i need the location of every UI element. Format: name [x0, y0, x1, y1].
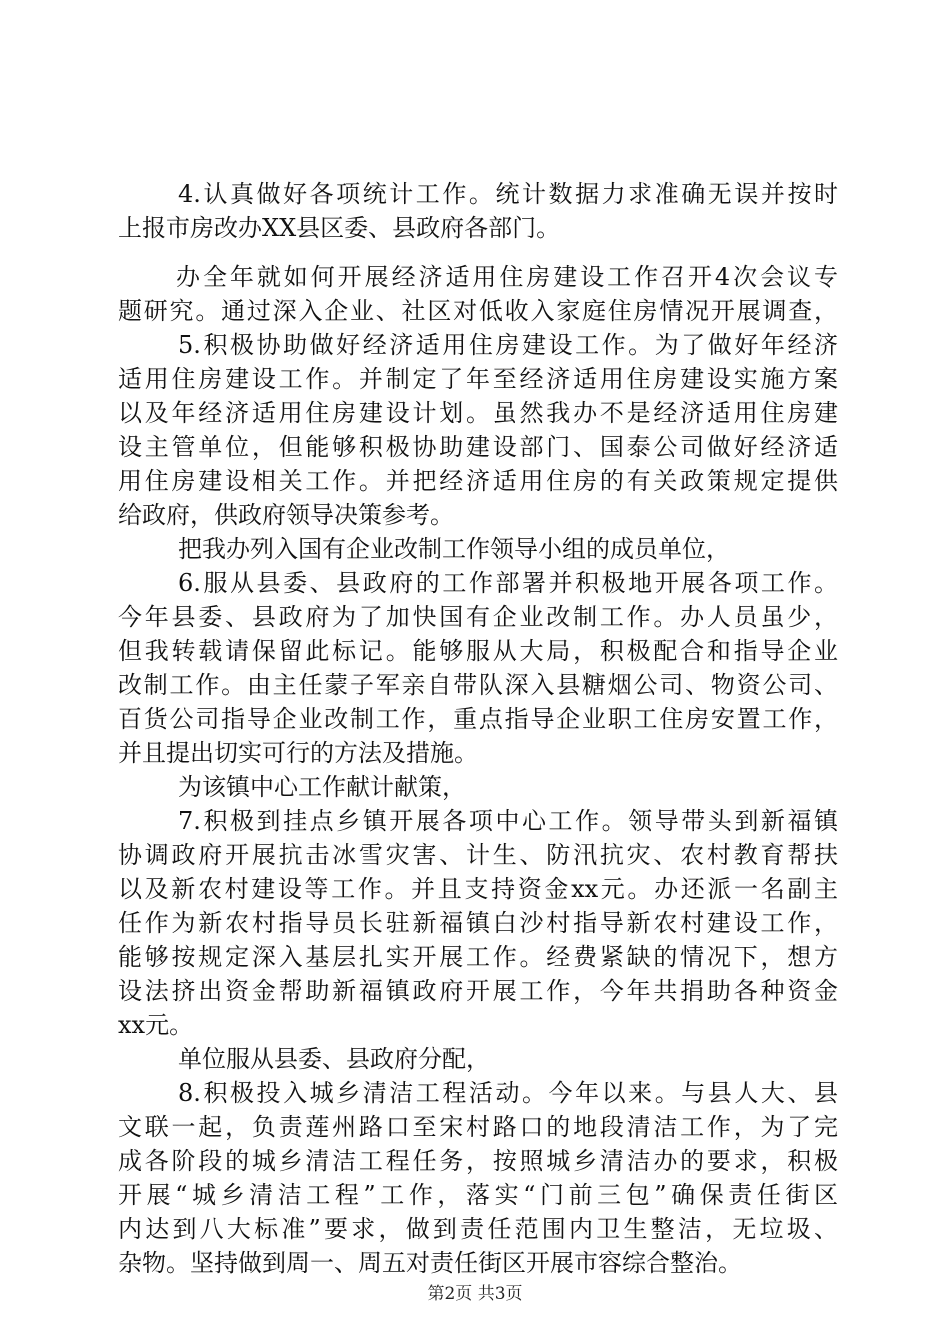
text-line: 任作为新农村指导员长驻新福镇白沙村指导新农村建设工作，: [118, 909, 838, 937]
text-line: 成各阶段的城乡清洁工程任务，按照城乡清洁办的要求，积极: [118, 1147, 838, 1175]
text-line: 6.服从县委、县政府的工作部署并积极地开展各项工作。: [178, 569, 838, 597]
text-line: 但我转载请保留此标记。能够服从大局，积极配合和指导企业: [118, 637, 838, 665]
text-line: 设法挤出资金帮助新福镇政府开展工作，今年共捐助各种资金: [118, 977, 838, 1005]
text-line: 用住房建设相关工作。并把经济适用住房的有关政策规定提供: [118, 467, 838, 495]
text-line: 4.认真做好各项统计工作。统计数据力求准确无误并按时: [178, 180, 838, 208]
text-line: 杂物。坚持做到周一、周五对责任街区开展市容综合整治。: [118, 1249, 742, 1277]
text-line: 文联一起，负责莲州路口至宋村路口的地段清洁工作，为了完: [118, 1113, 838, 1141]
text-line: 7.积极到挂点乡镇开展各项中心工作。领导带头到新福镇: [178, 807, 838, 835]
text-line: 内达到八大标准”要求，做到责任范围内卫生整洁，无垃圾、: [118, 1215, 838, 1243]
text-line: 题研究。通过深入企业、社区对低收入家庭住房情况开展调查，: [118, 297, 838, 325]
text-line: 以及新农村建设等工作。并且支持资金xx元。办还派一名副主: [118, 875, 838, 903]
text-line: 5.积极协助做好经济适用住房建设工作。为了做好年经济: [178, 331, 838, 359]
text-line: 适用住房建设工作。并制定了年至经济适用住房建设实施方案: [118, 365, 838, 393]
text-line: 上报市房改办XX县区委、县政府各部门。: [118, 214, 561, 242]
text-line: 8.积极投入城乡清洁工程活动。今年以来。与县人大、县: [178, 1079, 838, 1107]
text-line: 把我办列入国有企业改制工作领导小组的成员单位，: [178, 535, 730, 563]
text-line: 能够按规定深入基层扎实开展工作。经费紧缺的情况下，想方: [118, 943, 838, 971]
text-line: 并且提出切实可行的方法及措施。: [118, 739, 478, 767]
text-line: 给政府，供政府领导决策参考。: [118, 501, 454, 529]
text-line: xx元。: [118, 1011, 194, 1039]
text-line: 以及年经济适用住房建设计划。虽然我办不是经济适用住房建: [118, 399, 838, 427]
text-line: 办全年就如何开展经济适用住房建设工作召开4次会议专: [176, 263, 838, 291]
text-line: 开展“城乡清洁工程”工作，落实“门前三包”确保责任街区: [118, 1181, 838, 1209]
text-line: 百货公司指导企业改制工作，重点指导企业职工住房安置工作，: [118, 705, 838, 733]
text-line: 协调政府开展抗击冰雪灾害、计生、防汛抗灾、农村教育帮扶: [118, 841, 838, 869]
text-line: 今年县委、县政府为了加快国有企业改制工作。办人员虽少，: [118, 603, 838, 631]
page-number-footer: 第2页 共3页: [427, 1284, 523, 1304]
text-line: 设主管单位，但能够积极协助建设部门、国泰公司做好经济适: [118, 433, 838, 461]
text-line: 单位服从县委、县政府分配，: [178, 1045, 490, 1073]
text-line: 为该镇中心工作献计献策，: [178, 773, 466, 801]
text-line: 改制工作。由主任蒙子军亲自带队深入县糖烟公司、物资公司、: [118, 671, 838, 699]
